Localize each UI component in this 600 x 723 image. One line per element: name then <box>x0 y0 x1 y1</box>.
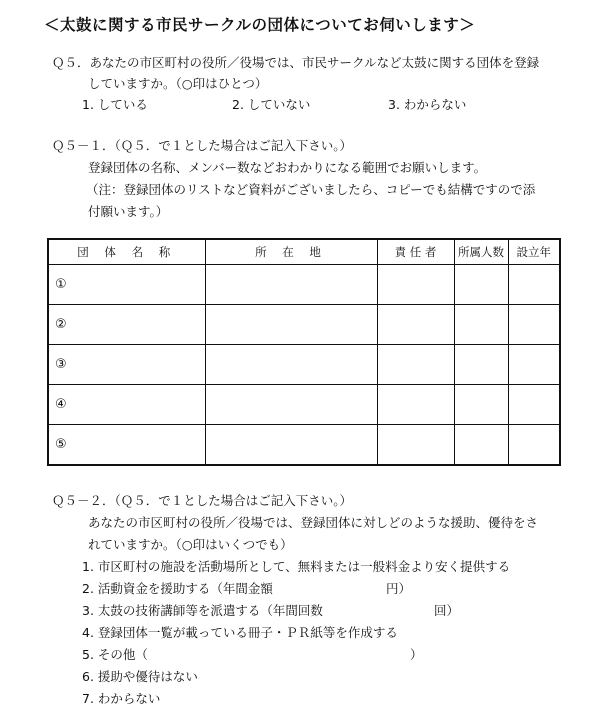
table-row <box>48 265 560 305</box>
page-title: ＜太鼓に関する市民サークルの団体についてお伺いします＞ <box>44 16 476 34</box>
founded-year-cell[interactable] <box>508 385 560 425</box>
location-cell[interactable] <box>205 385 377 425</box>
header-member-count: 所属人数 <box>454 239 508 265</box>
founded-year-cell[interactable] <box>508 265 560 305</box>
q5-text-line1: Ｑ５．あなたの市区町村の役所／役場では、市民サークルなど太鼓に関する団体を登録 <box>52 55 540 70</box>
location-cell[interactable] <box>205 425 377 466</box>
table-row <box>48 345 560 385</box>
group-registration-table <box>47 238 561 466</box>
q5-2-option-5[interactable]: 5. その他（ <box>82 647 148 662</box>
representative-cell[interactable] <box>377 305 454 345</box>
q5-2-option-4[interactable]: 4. 登録団体一覧が載っている冊子・ＰＲ紙等を作成する <box>82 625 398 640</box>
row-number: ② <box>48 305 205 345</box>
member-count-cell[interactable] <box>454 305 508 345</box>
q5-1-instruction: 登録団体の名称、メンバー数などおわかりになる範囲でお願いします。 <box>88 160 487 175</box>
table-row <box>48 425 560 466</box>
q5-2-option-3[interactable]: 3. 太鼓の技術講師等を派遣する（年間回数 <box>82 603 323 618</box>
row-number: ④ <box>48 385 205 425</box>
q5-2-text-line2: れていますか。（○印はいくつでも） <box>88 537 293 552</box>
q5-text-line2: していますか。（○印はひとつ） <box>88 76 268 91</box>
representative-cell[interactable] <box>377 345 454 385</box>
q5-option-2[interactable]: 2. していない <box>232 97 311 112</box>
row-number: ① <box>48 265 205 305</box>
header-location: 所 在 地 <box>205 239 377 265</box>
founded-year-cell[interactable] <box>508 305 560 345</box>
q5-1-note-line2: 付願います。） <box>88 204 169 219</box>
representative-cell[interactable] <box>377 385 454 425</box>
founded-year-cell[interactable] <box>508 345 560 385</box>
header-representative: 責 任 者 <box>377 239 454 265</box>
q5-2-option-1[interactable]: 1. 市区町村の施設を活動場所として、無料または一般料金より安く提供する <box>82 559 511 574</box>
q5-2-option-5-suffix: ） <box>410 647 423 662</box>
table-header-row <box>48 239 560 265</box>
header-founded-year: 設立年 <box>508 239 560 265</box>
header-group-name: 団 体 名 称 <box>48 239 205 265</box>
member-count-cell[interactable] <box>454 385 508 425</box>
row-number: ③ <box>48 345 205 385</box>
location-cell[interactable] <box>205 265 377 305</box>
member-count-cell[interactable] <box>454 265 508 305</box>
representative-cell[interactable] <box>377 425 454 466</box>
table-row <box>48 305 560 345</box>
q5-2-heading: Ｑ５－２．（Ｑ５．で１とした場合はご記入下さい。） <box>52 493 353 508</box>
q5-1-note-line1: （注：登録団体のリストなど資料がございましたら、コピーでも結構ですので添 <box>86 182 536 197</box>
q5-option-1[interactable]: 1. している <box>82 97 148 112</box>
q5-option-3[interactable]: 3. わからない <box>388 97 467 112</box>
representative-cell[interactable] <box>377 265 454 305</box>
q5-2-text-line1: あなたの市区町村の役所／役場では、登録団体に対しどのような援助、優待をさ <box>88 515 539 530</box>
q5-2-option-3-suffix: 回） <box>434 603 460 618</box>
row-number: ⑤ <box>48 425 205 466</box>
member-count-cell[interactable] <box>454 345 508 385</box>
q5-2-option-6[interactable]: 6. 援助や優待はない <box>82 669 198 684</box>
q5-2-option-2-suffix: 円） <box>386 581 412 596</box>
q5-2-option-7[interactable]: 7. わからない <box>82 691 161 706</box>
founded-year-cell[interactable] <box>508 425 560 466</box>
q5-1-heading: Ｑ５－１．（Ｑ５．で１とした場合はご記入下さい。） <box>52 138 353 153</box>
table-row <box>48 385 560 425</box>
q5-2-option-2[interactable]: 2. 活動資金を援助する（年間金額 <box>82 581 273 596</box>
location-cell[interactable] <box>205 345 377 385</box>
location-cell[interactable] <box>205 305 377 345</box>
member-count-cell[interactable] <box>454 425 508 466</box>
